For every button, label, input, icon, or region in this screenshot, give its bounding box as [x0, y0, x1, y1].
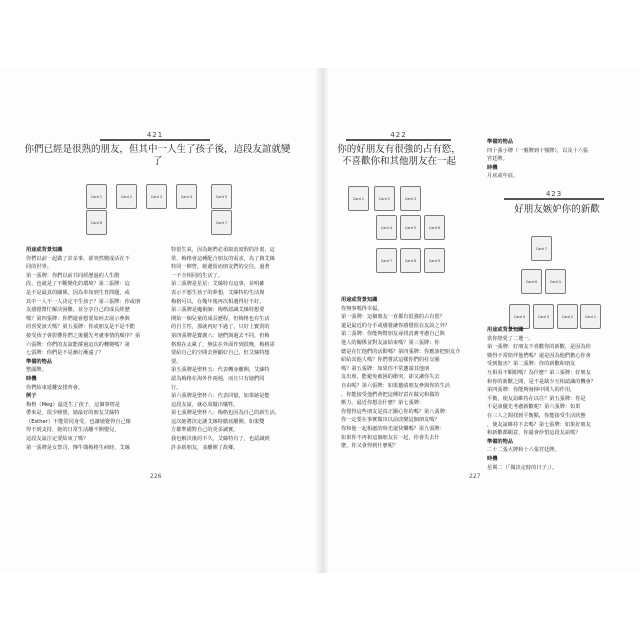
text-column-1: [26, 246, 161, 452]
tarot-card: Card 7: [531, 236, 552, 261]
text-line: 月底或年底。: [487, 173, 519, 180]
text-line: 帶來是，很少睡覺，她最好的朋友艾絲特: [26, 410, 120, 417]
text-line: 和新歡都願意，你還會珍惜這段友誼嗎？: [487, 430, 581, 437]
text-line: 第六張牌是聖杯六：代表回憶，如果她是能: [171, 393, 270, 400]
tarot-card: Card 6: [521, 269, 542, 294]
text-line: 的自主性，那就再好不過了，只好上寶貴的: [171, 324, 270, 331]
section-heading: 用途或背景知識: [341, 297, 378, 303]
text-line: 你一定要在事實做出以前改變這個朋友嗎？: [341, 417, 440, 424]
text-line: 自由呢？第六張牌：如果邀請朋友參與你的生活: [341, 382, 450, 389]
text-line: 方都準備對自己的更多誠實。: [171, 427, 239, 434]
text-line: 第五張牌是聖杯五：代表轉身離開，艾絲特: [171, 367, 270, 374]
text-line: 你們以前一起做了許多事，卻突然變成活在不: [26, 255, 130, 262]
text-line: 這次她將決定讓艾絲特徹底離開，如果雙: [171, 418, 265, 425]
tarot-card: Card 1: [580, 304, 601, 329]
spread-title: 你的好朋友有很強的占有慾，不喜歡你和其他朋友在一起: [337, 144, 461, 167]
text-line: 麼，你又會得到什麼呢？: [341, 443, 399, 450]
tarot-card: Card 3: [533, 304, 554, 329]
text-line: 第四張牌：你能夠發揮中間人的作用，: [487, 387, 576, 394]
text-column-2: [171, 246, 306, 452]
text-line: 接受孩子會影響你們之後優先考慮事情的順序？第: [26, 332, 141, 339]
text-line: 梅格（Meg）最近生了孩子，這個事情是: [26, 401, 120, 408]
page-number: 227: [469, 473, 481, 480]
tarot-card: Card 2: [116, 184, 137, 209]
text-line: 認為梅格在海外作兩週，而且只有她們同: [171, 375, 265, 382]
text-line: 第一張牌是女祭司，傳牛簡梅格生病時，艾絲: [26, 444, 130, 451]
text-line: 七張牌：你們是不是漸行漸遠了？: [26, 350, 104, 357]
text-line: 他人的關係並對友誼結束嗎？第三張牌：你: [341, 339, 440, 346]
text-column-2-top: [487, 138, 627, 181]
text-line: 第一張牌：好朋友不喜歡你的新歡，是因為你: [487, 344, 591, 351]
text-line: 特很生氣，因為她們必須取消度假的計畫，這: [171, 247, 275, 253]
text-line: 第一張牌：你們以前共同經歷過的人生階: [26, 272, 120, 279]
section-heading: 準備的物品: [487, 139, 513, 145]
text-line: 同的世界。: [26, 264, 52, 271]
tarot-card: Card 5: [400, 215, 421, 240]
text-line: 常，梅格會這種配合朋友的需求，為了與艾絲: [171, 255, 275, 262]
text-line: 第四張牌是寶劍八：她們與過去不同，但梅: [171, 332, 270, 339]
tarot-card: Card 6: [86, 210, 107, 235]
text-line: 二十二張大牌和十六張宮廷牌。: [487, 447, 560, 454]
text-line: 變得不常陪伴他們嗎？還是因為他們擔心你會: [487, 352, 591, 359]
left-page: [0, 68, 315, 573]
section-heading: 準備的物品: [26, 358, 52, 365]
text-line: 要。: [171, 358, 182, 365]
book-gutter: [315, 68, 329, 573]
section-heading: 時機: [487, 455, 498, 462]
text-line: （Esther）不能常同身受，也讓她覺得自己像: [26, 418, 131, 425]
text-line: 平衡，使友誼維持在以往？第五張牌：你是: [487, 395, 586, 402]
spread-header-rule: [346, 139, 451, 141]
tarot-card: Card 1: [86, 184, 107, 209]
text-line: 開始一個兒童的成長歷程，但梅格也有生活: [171, 315, 270, 322]
text-line: 紹給其他人嗎？你們嘗試這樣你們的社交圈: [341, 357, 440, 364]
spread-number: 422: [390, 131, 407, 139]
spread-number-2: 423: [545, 190, 563, 198]
text-line: 在三人之間找到平衡點，你能接受生活狀態: [487, 412, 586, 419]
text-line: 這段友誼，就必須做出犧牲。: [171, 401, 239, 408]
text-line: 整副牌。: [26, 367, 47, 374]
tarot-card: Card 4: [376, 215, 397, 240]
text-line: 還是最近的分手或感覺讓你感覺很在友誼之外？: [341, 322, 450, 329]
text-line: 要給自己的空間去照顧好自己，但艾絲特想: [171, 350, 270, 357]
text-line: 你覺得這些朋友是真正關心你的嗎？第八張牌：: [341, 408, 450, 415]
text-line: 受到傷害？第二張牌：你的新歡和朋友: [487, 361, 576, 368]
text-line: 你無事嗎得幸福。: [341, 305, 383, 312]
text-line: 第七張牌是聖杯八：梅格也因為自己的新生活，: [171, 410, 280, 417]
section-heading: 時機: [487, 164, 498, 171]
section-heading: 例子: [26, 393, 37, 400]
tarot-card: Card 2: [374, 186, 395, 211]
text-line: 六張牌：你們的友誼能撐過這次的轉變嗎？第: [26, 341, 130, 348]
text-line: 當你戀愛了二選一。: [487, 335, 534, 342]
text-line: 你和他一起相處的時光還快樂嗎？第九張牌：: [341, 425, 445, 432]
text-line: 第二張牌是星星：艾絲特有這事，並明確: [171, 281, 265, 288]
text-line: 其中一人不一人決定不生孩子？第三張牌：你或朋: [26, 298, 141, 305]
text-line: 一不全相同的生活了。: [171, 272, 223, 279]
spread-header-rule-2: [504, 198, 604, 200]
tarot-card: Card 5: [211, 184, 232, 209]
spread-header-rule: [100, 139, 210, 141]
text-line: 宮廷牌。: [487, 156, 508, 163]
text-line: 壓力，最近你想念什麼？第七張牌：: [341, 400, 425, 407]
tarot-card: Card 9: [424, 248, 445, 273]
section-heading: 準備的物品: [487, 438, 513, 445]
text-line: 四十張小牌（一號牌到十號牌），以及十六張: [487, 147, 589, 154]
text-line: 得不到支持，她的日常生活離不開嬰兒，: [26, 427, 120, 434]
text-line: 這段友誼注定要結束了嗎？: [26, 436, 89, 443]
tarot-card: Card 8: [400, 248, 421, 273]
text-line: 的喜愛該天嗎？第五張牌：你或朋友是不是不能: [26, 324, 135, 331]
text-line: 許多新朋友，並離開了故鄉。: [171, 444, 239, 451]
text-line: 嗎？第四張牌：你們還會想要如何去展示參與: [26, 315, 130, 322]
text-line: 行。: [171, 384, 182, 391]
tarot-card: Card 4: [176, 184, 197, 209]
text-line: 不是該優先考慮新歡呢？第六張牌：如果: [487, 404, 581, 411]
tarot-card: Card 4: [509, 304, 530, 329]
text-line: 友感覺幫忙解決困難，並分享自己的成長經歷: [26, 307, 130, 314]
section-heading: 用途或背景知識: [26, 247, 63, 253]
text-line: 如果你不再和這個朋友在一起，你會失去什: [341, 434, 440, 441]
page-number: 226: [150, 473, 162, 480]
tarot-card: Card 3: [400, 186, 421, 211]
text-line: 互相看不順眼嗎？為什麼？第三張牌：好朋友: [487, 369, 591, 376]
right-page: [329, 68, 640, 573]
text-line: 第一張牌：這個朋友一直都有很強的占有慾？: [341, 314, 445, 321]
section-heading: 用途或背景知識: [487, 327, 524, 333]
tarot-card: Card 7: [376, 248, 397, 273]
text-line: 和你的新歡之間，是不是缺少互相認識的機會？: [487, 378, 596, 385]
tarot-card: Card 1: [348, 186, 369, 211]
text-column-1: [341, 296, 477, 451]
text-line: 星期二（「做決定時的日子」）。: [487, 464, 558, 471]
tarot-card: Card 6: [424, 215, 445, 240]
text-line: 是不是最真的關係，因為奉如到生育問題，或: [26, 289, 130, 296]
text-line: 友出席，能避免被困的衝突，卻又讓你失去: [341, 374, 440, 381]
text-line: 表示不想生孩子的夢想，艾絲特的生活與: [171, 289, 265, 296]
tarot-card: Card 5: [545, 269, 566, 294]
text-line: 你們結束延難安排齊會。: [26, 384, 84, 391]
text-line: ，使友誼維持下去嗎？第七張牌：如果好朋友: [487, 421, 591, 428]
text-column-2-bottom: [487, 326, 627, 472]
tarot-card: Card 2: [557, 304, 578, 329]
text-line: ，你能接受他們會把這種好意在做完和做的: [341, 391, 440, 398]
tarot-card: Card 3: [146, 184, 167, 209]
tarot-card: Card 7: [211, 210, 232, 235]
spread-number: 421: [146, 131, 164, 139]
text-line: 第三張牌是魔術師：梅格認識艾絲特想要: [171, 307, 265, 314]
text-line: 嗎？第五張牌：如果你不常邀請其他朋: [341, 365, 430, 372]
text-line: 段，也就是了不斷變化的環境？第二張牌：這: [26, 281, 130, 288]
spread-title-2: 好朋友嫉妒你的新歡: [514, 204, 600, 215]
section-heading: 時機: [26, 375, 37, 382]
text-line: 梅格可以，在幾年後再次相遇得好不好。: [171, 298, 265, 305]
text-line: 總是在忙他們的活動嗎？第四張牌：你應該把朋友介: [341, 348, 461, 355]
text-line: 格現在太累了，無法在外面作到很晚，梅格需: [171, 341, 275, 348]
text-line: 第二張牌：你能夠幫朋友尋找真實考慮自己與: [341, 331, 445, 338]
text-line: 我也解決後的不久，艾絲特有了，也認識到: [171, 436, 270, 443]
text-line: 特同一陣營，她避留而朋友們的交往，過著: [171, 264, 270, 271]
spread-title: 你們已經是很熟的朋友，但其中一人生了孩子後，這段友誼就變了: [24, 144, 291, 167]
